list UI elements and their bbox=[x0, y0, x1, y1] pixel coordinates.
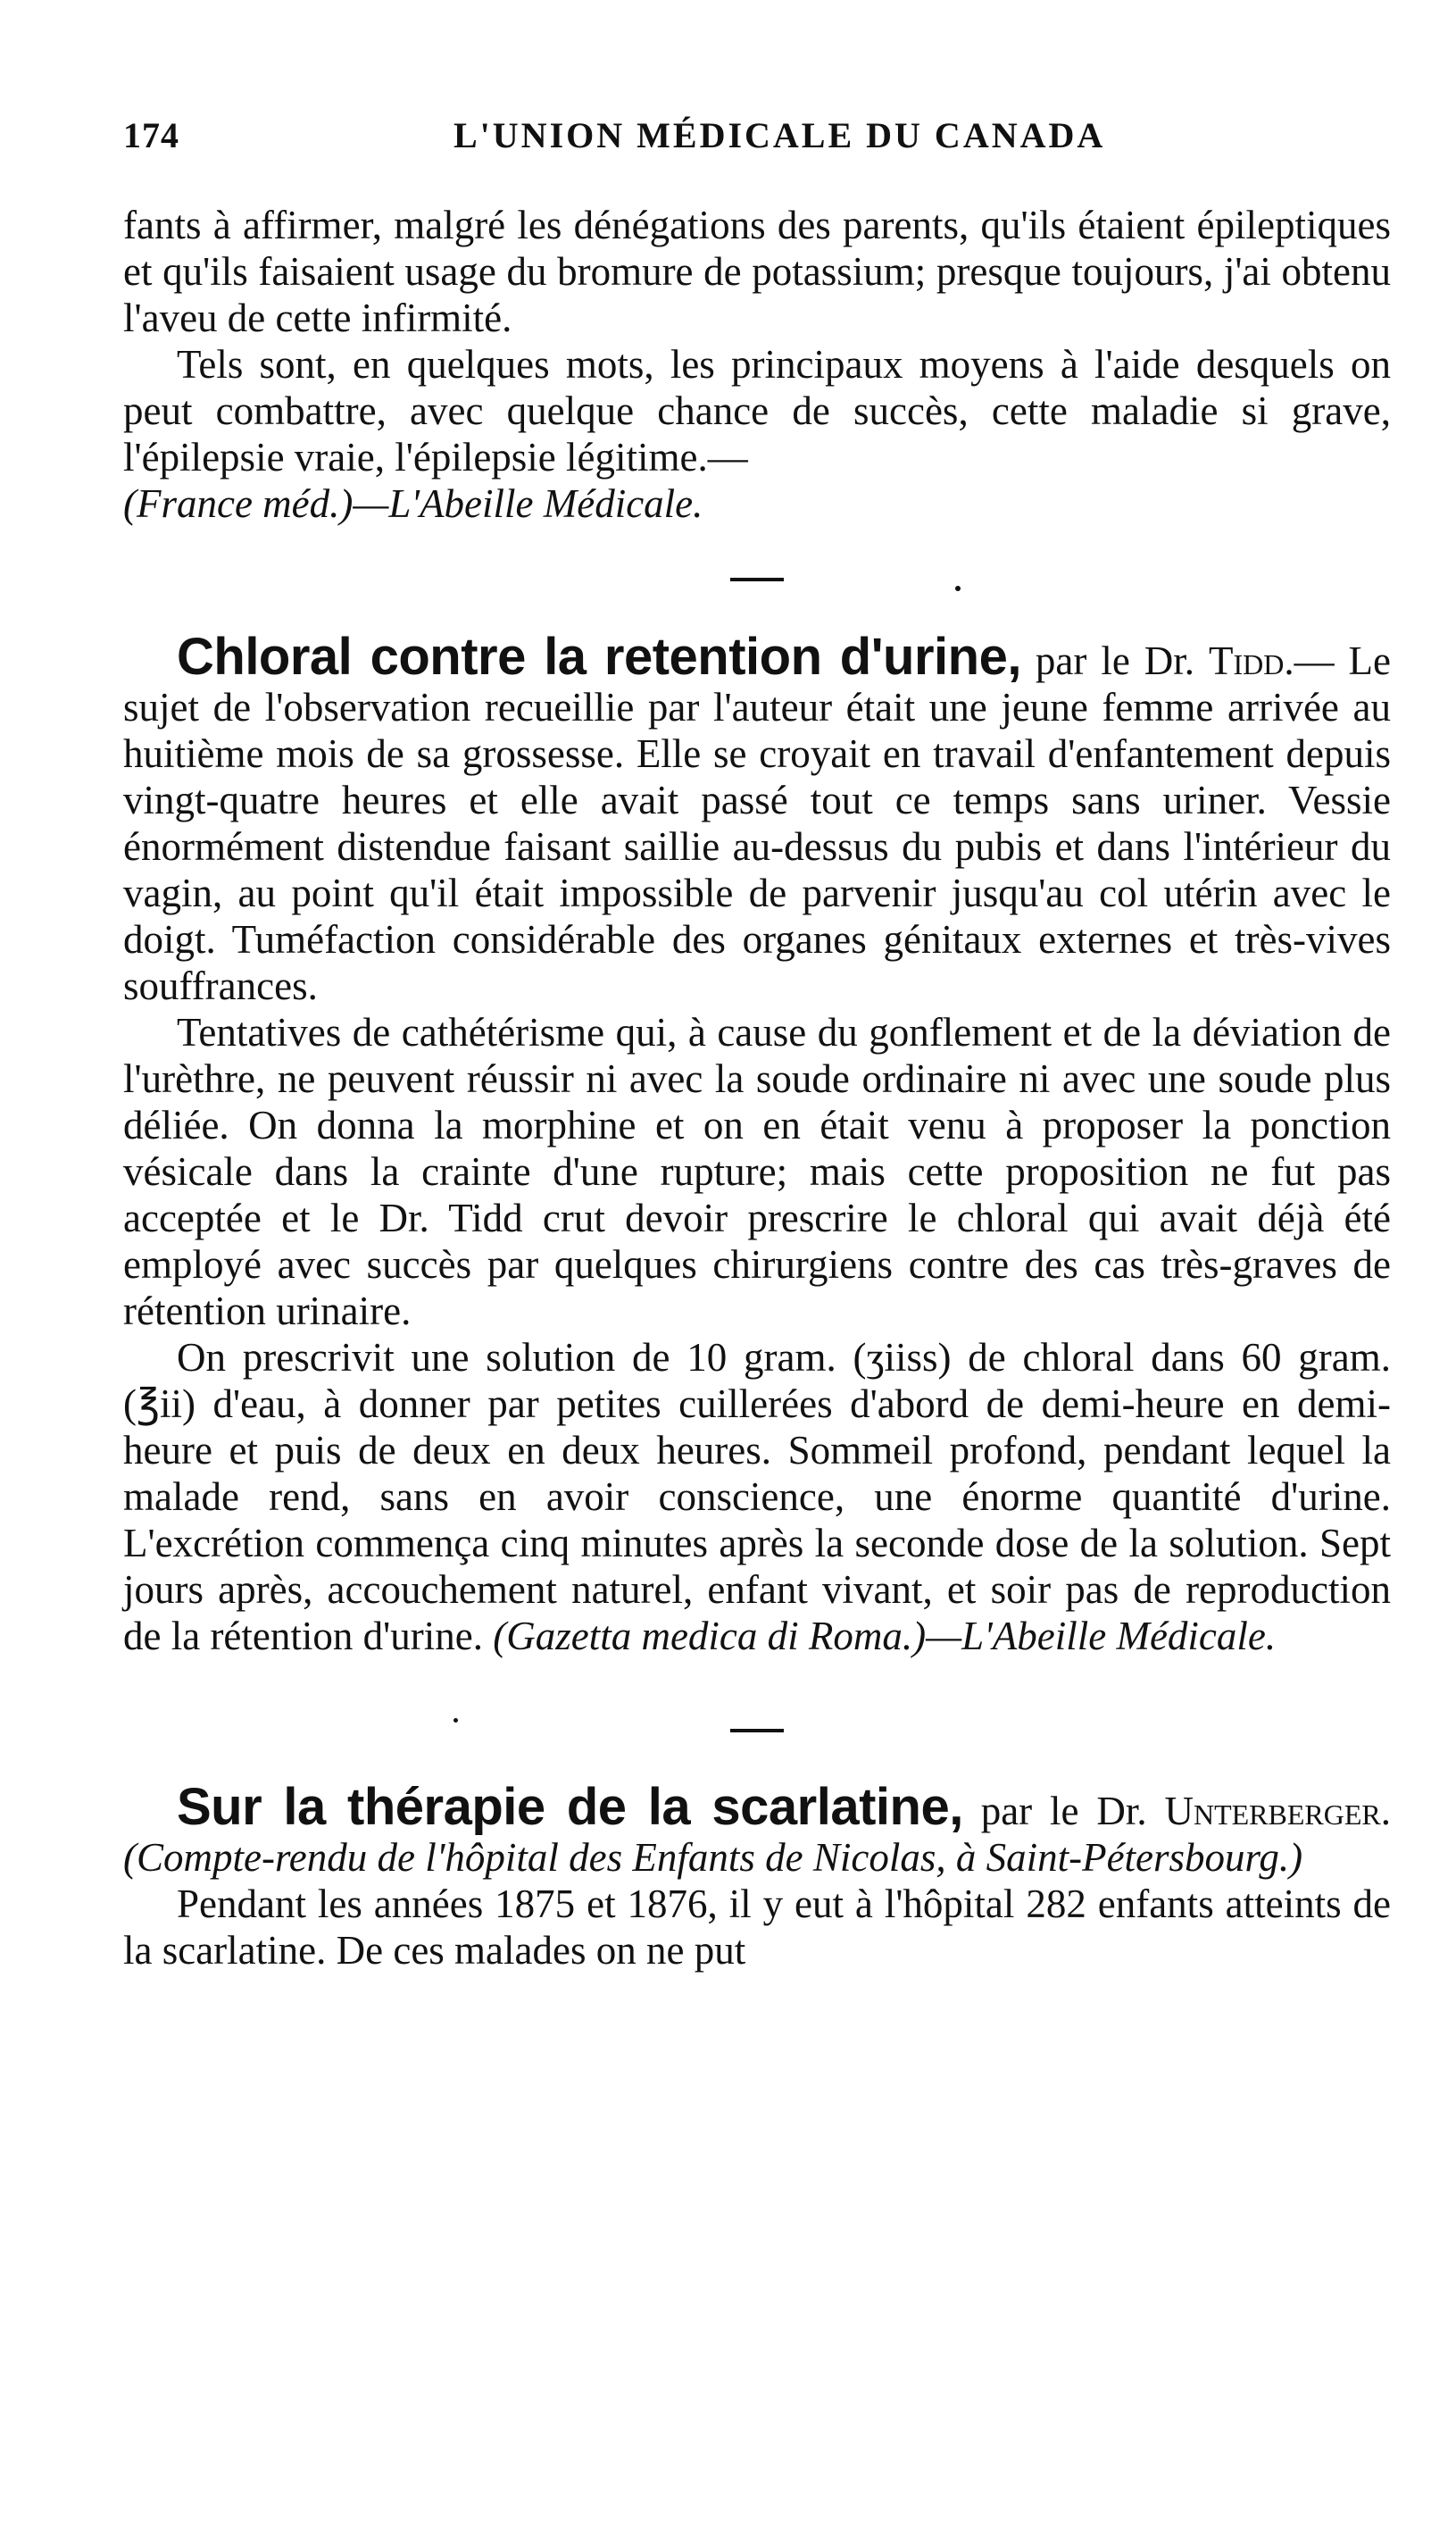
scarlatine-heading-paragraph bbox=[123, 1778, 1391, 1881]
chloral-paragraph-3-text: On prescrivit une solution de 10 gram. (ʒiiss) de chloral dans 60 gram. (℥ii) d'eau, à donner par petites cuillerées d'abord de demi-heure en demi-heure et puis de deux en deux heures. Sommeil profond, pendant lequel la malade rend, sans en avoir conscience, une énorme quantité d'urine. L'excrétion commença cinq minutes après la seconde dose de la solution. Sept jours après, accouchement naturel, enfant vivant, et soir pas de reproduction de la rétention d'urine. bbox=[123, 1335, 1391, 1658]
scarlatine-source: (Compte-rendu de l'hôpital des Enfants de Nicolas, à Saint-Pétersbourg.) bbox=[123, 1835, 1303, 1880]
scarlatine-paragraph-1-text: Pendant les années 1875 et 1876, il y eut à l'hôpital 282 enfants atteints de la scarlatine. De ces malades on ne put bbox=[123, 1882, 1391, 1973]
book-page bbox=[123, 114, 1391, 1973]
chloral-paragraph-1 bbox=[123, 628, 1391, 1009]
divider-rule bbox=[730, 578, 784, 581]
summary-paragraph bbox=[123, 341, 1391, 527]
scarlatine-author-suffix: . bbox=[1380, 1789, 1391, 1833]
page-body bbox=[123, 202, 1391, 1973]
scarlatine-article-title: Sur la thérapie de la scarlatine, bbox=[177, 1778, 963, 1836]
chloral-article-title: Chloral contre la retention d'urine, bbox=[177, 628, 1021, 686]
journal-title: L'UNION MÉDICALE DU CANADA bbox=[453, 115, 1106, 155]
chloral-paragraph-2-text: Tentatives de cathétérisme qui, à cause du gonflement et de la déviation de l'urèthre, ne peuvent réussir ni avec la soude ordinaire ni avec une soude plus déliée. On donna la morphine et on en était venu à proposer la ponction vésicale dans la crainte d'une rupture; mais cette proposition ne fut pas acceptée et le Dr. Tidd crut devoir prescrire le chloral qui avait déjà été employé avec succès par quelques chirurgiens contre des cas très-graves de rétention urinaire. bbox=[123, 1010, 1391, 1333]
section-divider bbox=[123, 1659, 1391, 1784]
chloral-paragraph-3 bbox=[123, 1334, 1391, 1659]
chloral-paragraph-1-text: Le sujet de l'observation recueillie par l'auteur était une jeune femme arrivée au huitième mois de sa grossesse. Elle se croyait en travail d'enfantement depuis vingt-quatre heures et elle avait passé tout ce temps sans uriner. Vessie énormément distendue faisant saillie au-dessus du pubis et dans l'intérieur du vagin, au point qu'il était impossible de parvenir jusqu'au col utérin avec le doigt. Tuméfaction considérable des organes génitaux externes et très-vives souffrances. bbox=[123, 638, 1391, 1008]
summary-text: Tels sont, en quelques mots, les principaux moyens à l'aide desquels on peut combattre, avec quelque chance de succès, cette maladie si grave, l'épilepsie vraie, l'épilepsie légitime.— bbox=[123, 342, 1391, 480]
divider-dot bbox=[453, 1718, 458, 1723]
divider-dot bbox=[955, 586, 961, 591]
continuation-paragraph bbox=[123, 202, 1391, 341]
chloral-author-name: Tidd bbox=[1208, 638, 1285, 683]
scarlatine-author-prefix: par le Dr. bbox=[962, 1789, 1165, 1833]
continuation-text: fants à affirmer, malgré les dénégations des parents, qu'ils étaient épileptiques et qu'ils faisaient usage du bromure de potassium; presque toujours, j'ai obtenu l'aveu de cette infirmité. bbox=[123, 203, 1391, 340]
scarlatine-paragraph-1 bbox=[123, 1881, 1391, 1973]
running-head bbox=[123, 114, 1391, 168]
epilepsy-citation: (France méd.)—L'Abeille Médicale. bbox=[123, 481, 703, 526]
scarlatine-author-name: Unterberger bbox=[1164, 1789, 1381, 1833]
chloral-paragraph-2 bbox=[123, 1009, 1391, 1334]
page-number: 174 bbox=[123, 115, 179, 155]
chloral-citation: (Gazetta medica di Roma.)—L'Abeille Médicale. bbox=[493, 1614, 1277, 1658]
section-divider bbox=[123, 527, 1391, 634]
chloral-author-suffix: .— bbox=[1284, 638, 1335, 683]
divider-rule bbox=[730, 1729, 784, 1732]
chloral-author-prefix: par le Dr. bbox=[1020, 638, 1209, 683]
